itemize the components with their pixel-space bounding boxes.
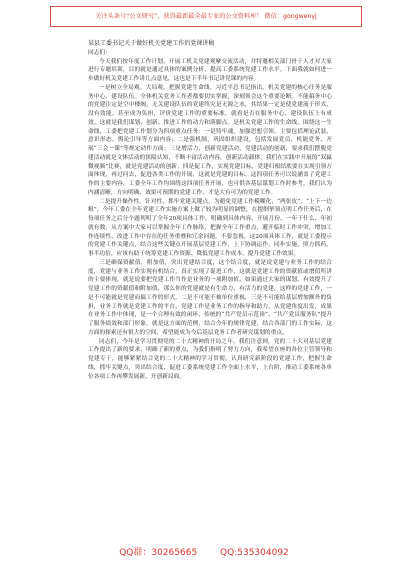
paragraph-point-3: 三是确保资献值，附加值，突出党建结合度，这个结合度，就是说党建与业务工作的结合度，党建与业务工作实现有机结合，真正实现了促进工作，这就是党建工作的资献值或增值所讲的主要体现，就是说要把党建工作当作是业务的一项附加值，如果通过大家的谋划，有效提升了党建工作的资献值和附加值，那么你的党建就是有生命力、有活力的党建，这样的党建工作，一是不可能就是党建而搞工作的形式，二是不可能不被单位重视，三是不可能给基层增加额外的负担，业务工作就是党建工作的平台，党建工作是业务工作的指导和助力，从党建角度出发，成果在业务工作中体现，是一个合理有效的闭环，传统的“共产党员示范岗”、“共产党员服务队”提升了服务绩效和部门形象，就是这方面的范例，结合今年的规律党建，结合各部门的工作实际，这方面的探索还有很大的空间，希望能成为今后基层党务工作者研究谋划的重点。	[88, 259, 332, 336]
paragraph-point-1: 一是树立全局观。大局观，把握党建生命线。习近平总书记指出，机关党建的核心任务是服务中心、建设队伍。全体机关党务工作者都要切实掌握，深刻领会这个重要论断。不能搞务中心的党建注定是空中楼阁，无关建设队伍的党建终究是无源之水，其结果一定是使党建流于形式，没有效能。甚至成为负担，评价党建工作的重要标准，就看是否在服务中心、建设队伍上有成效。这就是我们谋划、创新、推进工作的动力和落脚点。是机关党建工作的生命线，围绕这一生命线，工委把党建工作划分为四项重点任务：一是铸牢魂，加强思想引领。主要包括理论武装、意识形态、舆论引导等方面内容；二是强机制，巩固组织建设，包括发展党员、机能党务、开展“三会一课”等规定动作方面；三是增活力，创新党建活动，党建活动的创新，要求我们摆脱党建活动就是文体活动的狭隘认知，不断丰富活动内容，创新活动载体，我们在实践中开展的“双赢微视频”比赛，就是党建活动的创新；四是促工作，实现党建目标，党建归根结底要在实现引领方面体现，再过问去，促进各类工作的开展，这就是党建的目标。这四项任务可以说涵盖了党建工作的主要内容，工委全年工作均围绕这四项任务开展，也可供各基层谋划工作时参考，我们认为内涵清晰，方向明确、效果可预期的党建工作，才是大有可为的党建工作。	[88, 84, 332, 196]
document-title: 某县工委书记关于做好机关党建工作的党课讲稿	[88, 40, 215, 47]
qq-number-text: QQ:535304092	[220, 548, 289, 558]
document-body	[88, 40, 332, 381]
paragraph-point-2: 二是提升操作性。针对性，抓牢党建关键点。为避免党建工作模糊化、“两张皮”、“上下一边粗”，今年工委在全年党建工作实施方案上做了较为明显的调整，在提纲挈领点明工作任务后，在每项任务之后分个题列明了全年20项具体工作，明确到具体内容、开展月份、一年干什么、年初就有数，从方案中大家可以掌握全年工作脉络，把握全年工作重点，避开临时工作冲突，增加工作连续性、改进工作中存在的任务重叠和冗余问题。不要忽视，这20项具体工作，就是工委提示的党建工作关键点，结合这些关键点开展基层党建工作，上下协调运作，同步实施，照方抓药，事半功倍，应该有助于统筹党建工作资源、降低党建工作成本，提升党建工作效果。	[88, 198, 332, 257]
salutation: 同志们：	[88, 49, 111, 56]
paragraph-closing: 同志们，今年是学习贯彻党的二十大精神的开局之年，我们注意到，党的二十大对基层党建工作提出了新的要求，明确了新的重点，为我们指明了努力方向，我希望在座的各位主管领导和党建专干，能够紧紧结合党的二十大精神的学习贯彻，认真研究新阶段的党建工作，把握生命线，抓牢关键点，突出结合度，促进工委系统党建工作全面上水平，上台阶，推动工委系统各单位各项工作再攀发展新，开创新局面。	[88, 338, 332, 380]
paragraph-intro: 今天我们按年度工作计划，开展工机关党建观摩交流活动，并特邀相关部门骨干人才对大家进行专题培训，目的就是通过具体的案例分析，提高工委系统党建工作水平。下面我就如何进一步做好机关党建工作讲几点意见，这也是下半年书记讲党课的内容。	[88, 58, 332, 82]
promo-banner: 关注头条号“公文研究”，获得最新最全最专业的公文资料库！ 微信：gongwenyj	[50, 6, 362, 27]
qq-group-text: QQ群：30265665	[119, 548, 198, 558]
contact-footer	[0, 545, 408, 558]
